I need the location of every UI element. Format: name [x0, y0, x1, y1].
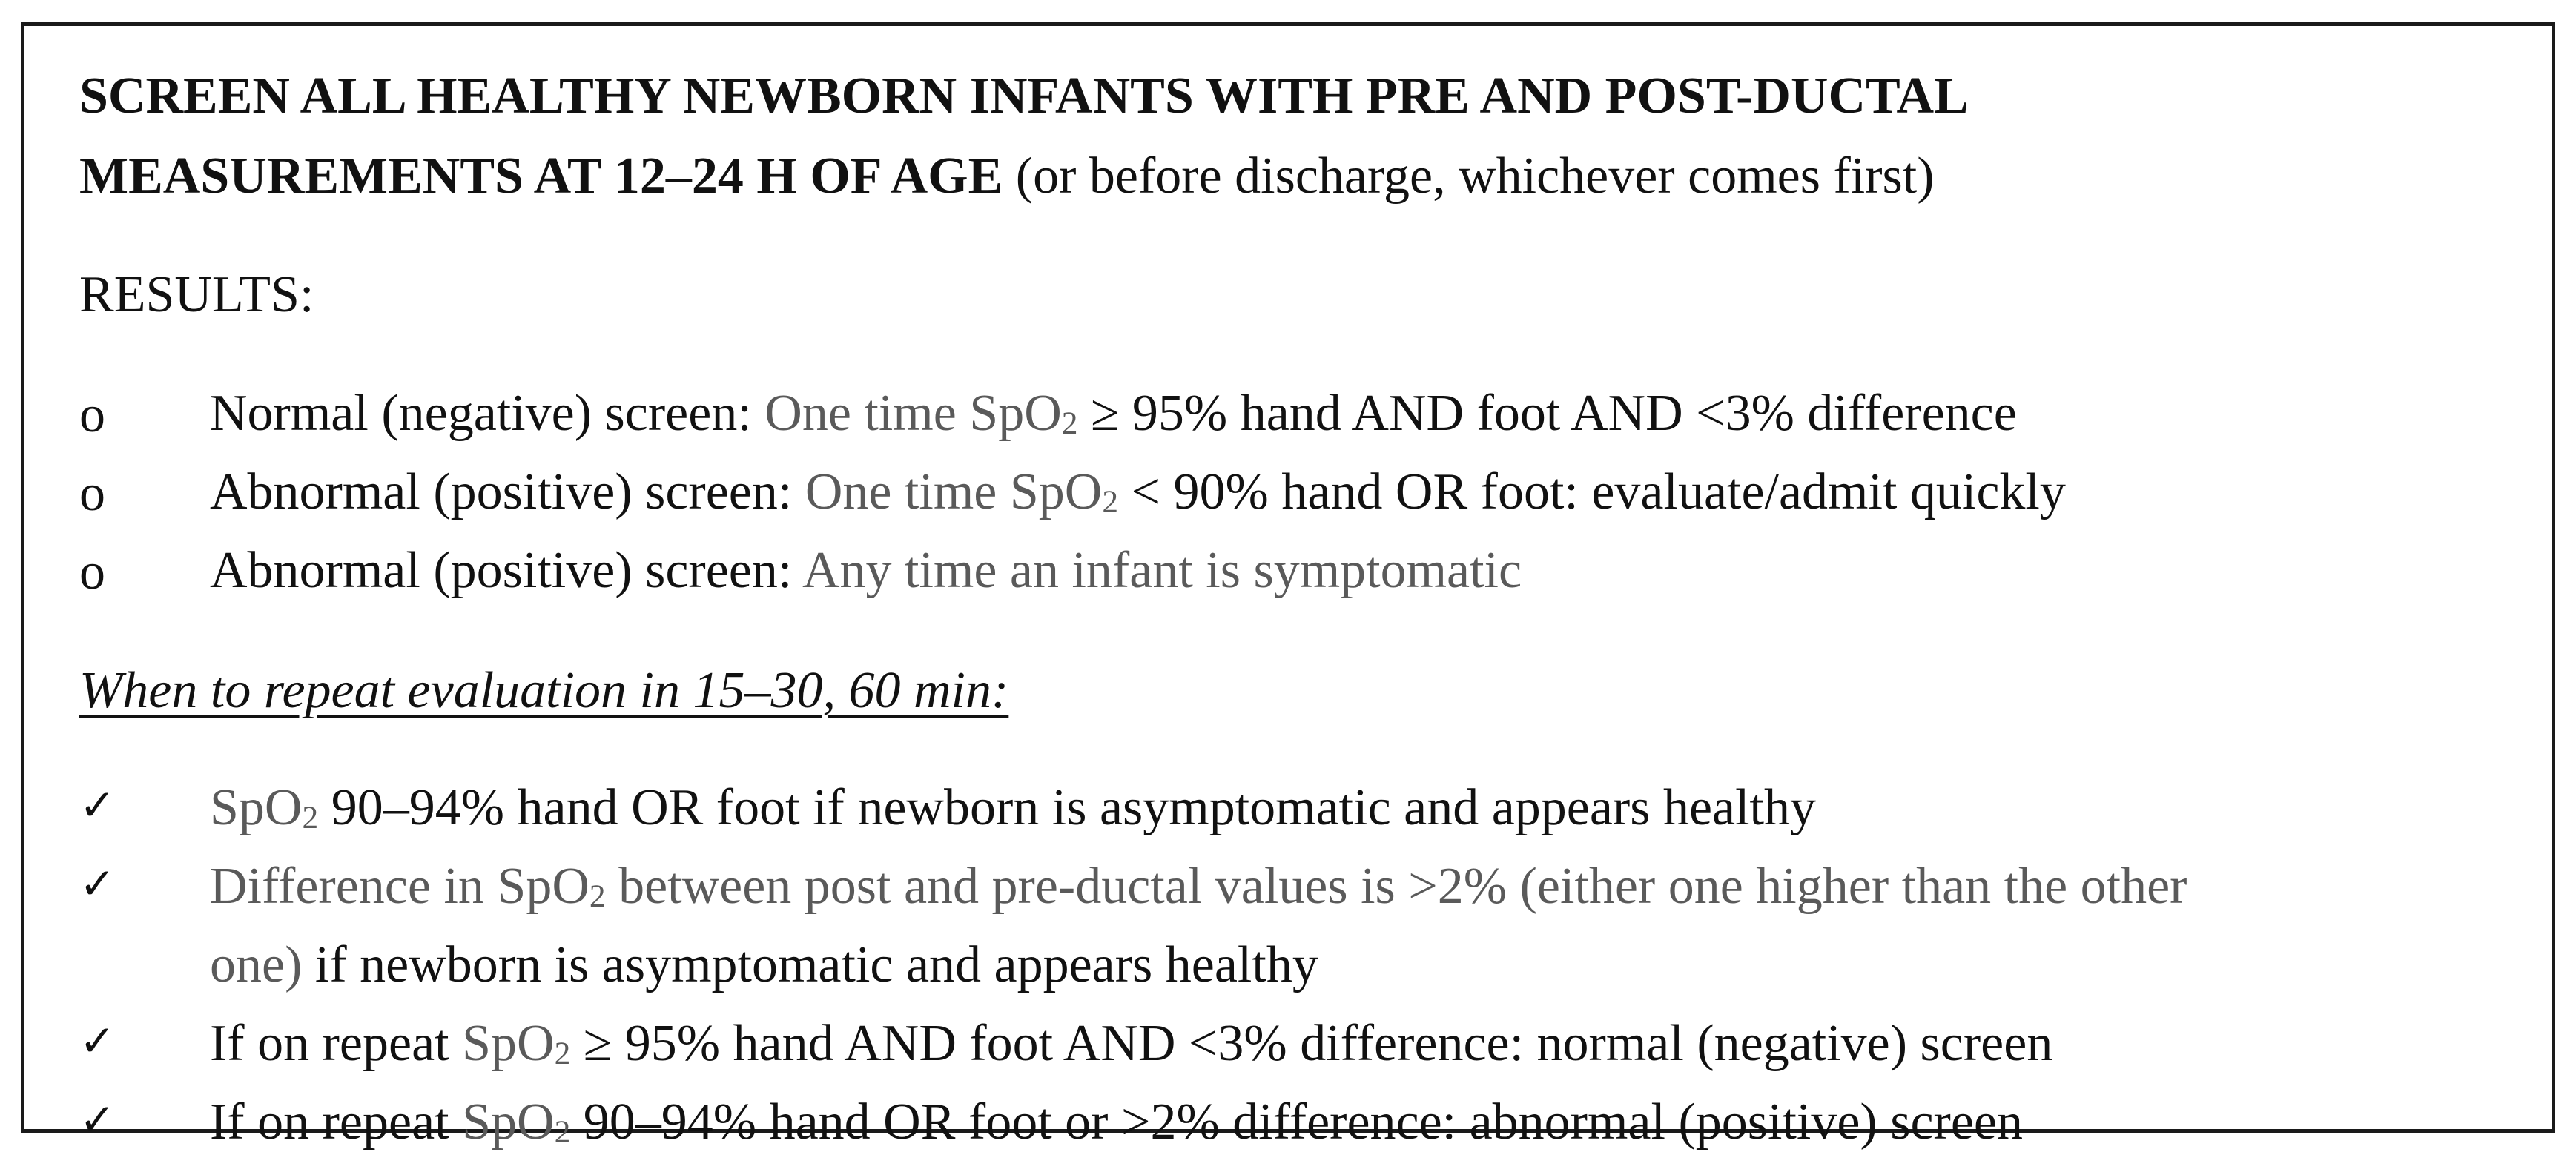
repeat-criterion: SpO2	[462, 1015, 571, 1072]
repeat-prefix: If on repeat	[210, 1093, 449, 1151]
bullet-circle: o	[79, 386, 105, 443]
result-detail: ≥ 95% hand AND foot AND <3% difference	[1091, 385, 2017, 442]
result-criterion: One time SpO2	[764, 385, 1078, 442]
results-item-text	[210, 385, 2017, 442]
repeat-criterion-cont: between post and pre-ductal values is >2% (either one higher than the other	[618, 858, 2187, 915]
repeat-prefix: If on repeat	[210, 1015, 449, 1072]
repeat-heading	[79, 662, 1009, 719]
checkmark-icon: ✓	[79, 780, 116, 830]
result-criterion: One time SpO2	[805, 463, 1119, 520]
checkmark-icon: ✓	[79, 858, 116, 909]
repeat-criterion-end: one)	[210, 936, 303, 993]
bullet-circle: o	[79, 543, 105, 600]
bullet-circle: o	[79, 465, 105, 522]
result-criterion: Any time an infant is symptomatic	[802, 542, 1522, 599]
repeat-criterion: Difference in SpO2	[210, 858, 606, 915]
header-line-1	[79, 67, 1969, 125]
checkmark-icon: ✓	[79, 1094, 116, 1145]
results-item-text	[210, 463, 2066, 520]
repeat-detail: 90–94% hand OR foot or >2% difference: abnormal (positive) screen	[583, 1093, 2023, 1151]
repeat-criterion: SpO2	[462, 1093, 571, 1151]
header-line-2	[79, 148, 1935, 205]
result-label: Abnormal (positive) screen:	[210, 463, 793, 520]
header-title-part-2: MEASUREMENTS AT 12–24 H OF AGE	[79, 148, 1003, 205]
repeat-item-text	[210, 1015, 2053, 1072]
repeat-item-text-line-2	[210, 936, 1318, 993]
repeat-detail: ≥ 95% hand AND foot AND <3% difference: normal (negative) screen	[583, 1015, 2053, 1072]
result-label: Normal (negative) screen:	[210, 385, 752, 442]
repeat-heading-text: When to repeat evaluation in 15–30, 60 min:	[79, 662, 1009, 719]
repeat-item-text	[210, 858, 2187, 915]
results-label: RESULTS:	[79, 266, 314, 323]
repeat-criterion: SpO2	[210, 779, 319, 836]
checkmark-icon: ✓	[79, 1016, 116, 1066]
screening-box	[21, 22, 2555, 1151]
repeat-item-text	[210, 779, 1817, 836]
repeat-detail: 90–94% hand OR foot if newborn is asymptomatic and appears healthy	[331, 779, 1817, 836]
result-detail: < 90% hand OR foot: evaluate/admit quickly	[1131, 463, 2066, 520]
result-label: Abnormal (positive) screen:	[210, 542, 793, 599]
repeat-detail: if newborn is asymptomatic and appears healthy	[314, 936, 1318, 993]
results-item-text	[210, 542, 1522, 599]
header-note: (or before discharge, whichever comes first)	[1015, 148, 1935, 205]
header-title-part-1: SCREEN ALL HEALTHY NEWBORN INFANTS WITH PRE AND POST-DUCTAL	[79, 67, 1969, 125]
repeat-item-text	[210, 1093, 2023, 1151]
